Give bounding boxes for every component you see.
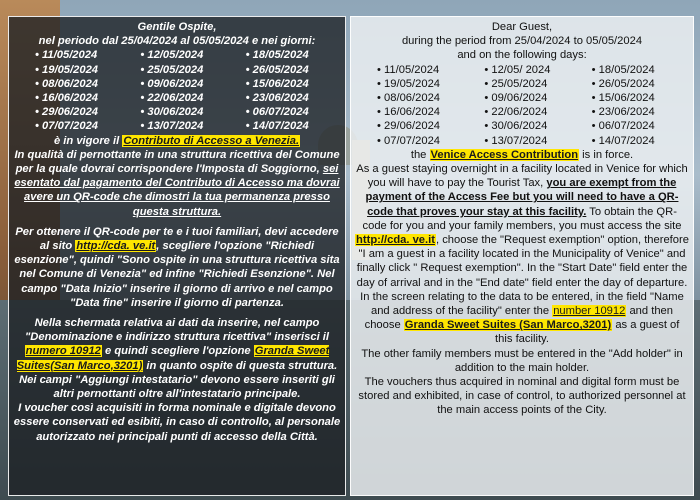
date-item: • 16/06/2024 (377, 106, 441, 119)
date-item: • 19/05/2024 (35, 63, 99, 76)
date-item: • 25/05/2024 (140, 63, 204, 76)
date-item: • 14/07/2024 (591, 134, 655, 147)
period-text-2: and on the following days: (457, 49, 587, 62)
date-item: • 30/06/2024 (140, 106, 204, 119)
site-link[interactable]: http://cda. ve.it (356, 234, 435, 247)
facility-text: Nella schermata relativa ai dati da inserire, nel campo "Denominazione e indirizzo struttura ricettiva" inserisci il (24, 317, 330, 344)
paragraph-exemption (355, 162, 689, 290)
instructions-text-2: , scegliere l'opzione "Richiedi esenzione", quindi "Sono ospite in una struttura ricettiva sita nel Comune di Venezia" ed infine "Richiedi Esenzione". Nel campo "Data Inizio" inserire il giorno di arrivo e nel campo "Data fine" inserire il giorno di partenza. (14, 240, 340, 309)
date-item: • 26/05/2024 (591, 77, 655, 90)
in-force-prefix: è in vigore il (53, 134, 123, 147)
facility-number: numero 10912 (25, 345, 101, 358)
date-item: • 30/06/2024 (484, 120, 548, 133)
in-force-suffix: is in force. (579, 148, 634, 161)
instructions-text: Per ottenere il QR-code per te e i tuoi familiari, devi accedere al sito (15, 225, 339, 253)
date-item: • 14/07/2024 (245, 120, 309, 133)
paragraph-facility (13, 316, 341, 373)
facility-text-3: as a guest of this facility. (495, 319, 680, 346)
date-item: • 08/06/2024 (35, 77, 99, 90)
date-item: • 12/05/2024 (140, 49, 204, 62)
date-list (361, 63, 683, 148)
exemption-text-2: To obtain the QR-code for you and your family members, you must access the site (362, 205, 682, 232)
greeting: Dear Guest, (491, 21, 553, 33)
date-item: • 07/07/2024 (35, 120, 99, 133)
exemption-underlined: sei esentato dal pagamento del Contributo di Accesso ma dovrai avere un QR-code che dimostri la tua permanenza presso questa struttura. (14, 163, 340, 218)
date-item: • 12/05/ 2024 (484, 63, 551, 76)
facility-text-3: in quanto ospite di questa struttura. (143, 359, 338, 372)
paragraph-vouchers: The vouchers thus acquired in nominal and digital form must be stored and exhibited, in case of control, to authorized personnel at the main access points of the City. (358, 376, 686, 417)
site-link[interactable]: http://cda. ve.it (76, 240, 156, 253)
facility-text: In the screen relating to the data to be entered, in the field "Name and address of the facility" enter the (360, 290, 684, 318)
date-item: • 06/07/2024 (591, 120, 655, 133)
facility-text-2: e quindi scegliere l'opzione (101, 345, 254, 358)
date-item: • 11/05/2024 (377, 63, 440, 76)
date-item: • 25/05/2024 (484, 77, 548, 90)
facility-name: Granda Sweet Suites (San Marco,3201) (404, 319, 612, 332)
date-item: • 22/06/2024 (484, 106, 548, 119)
paragraph-holders: Nei campi "Aggiungi intestatario" devono essere inseriti gli altri pernottanti oltre all'intestatario principale. (19, 373, 335, 401)
date-item: • 18/05/2024 (591, 63, 655, 76)
paragraph-vouchers: I voucher così acquisiti in forma nominale e digitale devono essere conservati ed esibiti, in caso di controllo, al personale autorizzato nei principali punti di accesso della Città. (13, 402, 341, 443)
date-item: • 23/06/2024 (591, 106, 655, 119)
period-text: nel periodo dal 25/04/2024 al 05/05/2024 e nei giorni: (38, 35, 316, 48)
date-item: • 15/06/2024 (245, 77, 309, 90)
english-notice-panel (350, 16, 694, 496)
date-item: • 11/05/2024 (35, 49, 98, 62)
paragraph-holders: The other family members must be entered in the "Add holder" in addition to the main holder. (361, 347, 683, 374)
date-item: • 13/07/2024 (140, 120, 204, 133)
date-list (19, 48, 335, 133)
date-item: • 26/05/2024 (245, 63, 309, 76)
exemption-text: In qualità di pernottante in una struttura ricettiva del Comune per la quale dovrai corrispondere l'Imposta di Soggiorno, (14, 148, 340, 176)
date-item: • 07/07/2024 (377, 134, 441, 147)
exemption-text-3: , choose the "Request exemption" option, therefore "I am a guest in a facility located in the Municipality of Venice" and finally click " Request exemption". In the "Start Date" field enter the day of arrival and in the "End date" field enter the day of departure. (356, 234, 689, 289)
date-item: • 08/06/2024 (377, 92, 441, 105)
date-item: • 29/06/2024 (35, 106, 99, 119)
date-item: • 19/05/2024 (377, 77, 441, 90)
contribution-name: Venice Access Contribution (430, 148, 579, 161)
paragraph-facility (355, 290, 689, 347)
paragraph-exemption (13, 148, 341, 219)
period-text: during the period from 25/04/2024 to 05/05/2024 (401, 35, 643, 48)
date-item: • 15/06/2024 (591, 92, 655, 105)
date-item: • 09/06/2024 (140, 77, 204, 90)
facility-text-2: and then choose (364, 305, 674, 332)
date-item: • 18/05/2024 (245, 49, 309, 62)
facility-name: Granda Sweet Suites(San Marco,3201) (16, 345, 330, 372)
italian-notice-panel (8, 16, 346, 496)
facility-number: number 10912 (553, 305, 626, 318)
date-item: • 23/06/2024 (245, 92, 309, 105)
exemption-underlined: you are exempt from the payment of the Access Fee but you will need to have a QR-code that proves your stay at this facility. (365, 177, 679, 218)
greeting: Gentile Ospite, (137, 21, 217, 33)
date-item: • 22/06/2024 (140, 92, 204, 105)
date-item: • 29/06/2024 (377, 120, 441, 133)
in-force-line (13, 134, 341, 148)
in-force-prefix: the (410, 148, 430, 161)
paragraph-instructions (13, 225, 341, 310)
date-item: • 13/07/2024 (484, 134, 548, 147)
in-force-line (355, 148, 689, 162)
date-item: • 16/06/2024 (35, 92, 99, 105)
exemption-text: As a guest staying overnight in a facility located in Venice for which you will have to pay the Tourist Tax, (356, 163, 688, 190)
date-item: • 06/07/2024 (245, 106, 309, 119)
contribution-name: Contributo di Accesso a Venezia. (123, 134, 300, 147)
date-item: • 09/06/2024 (484, 92, 548, 105)
